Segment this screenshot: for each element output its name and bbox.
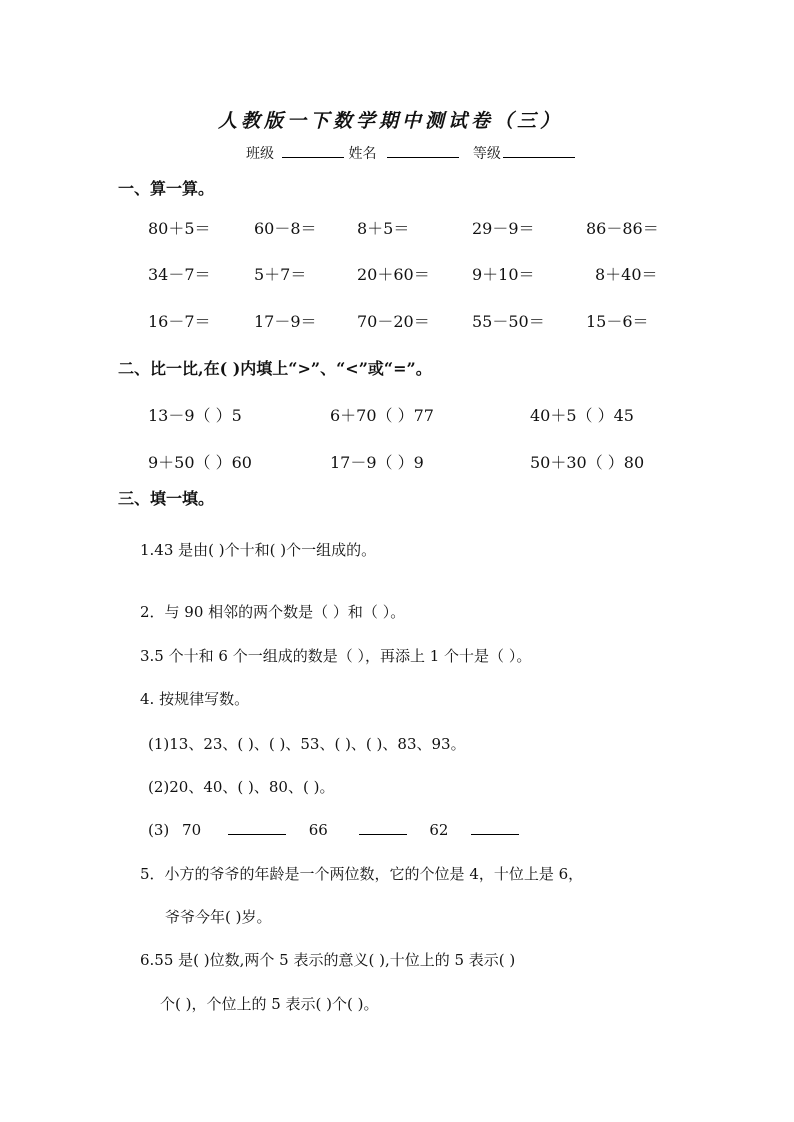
q4-3-number: 62 bbox=[429, 821, 449, 839]
question-4-3 bbox=[148, 820, 519, 839]
q4-3-blank[interactable] bbox=[471, 820, 519, 835]
q4-3-blank[interactable] bbox=[228, 820, 286, 835]
section3-heading: 三、填一填。 bbox=[118, 489, 215, 508]
compare-item: 17－9（ ）9 bbox=[330, 453, 424, 472]
class-label: 班级 bbox=[246, 146, 274, 162]
q4-3-prefix: (3) bbox=[148, 821, 170, 839]
question-4-2: (2)20、40、( )、80、( )。 bbox=[148, 778, 335, 796]
q4-3-blank[interactable] bbox=[359, 820, 407, 835]
question-4-1: (1)13、23、( )、( )、53、( )、( )、83、93。 bbox=[148, 735, 466, 753]
q4-3-number: 66 bbox=[308, 821, 328, 839]
calc-item: 17－9＝ bbox=[254, 312, 317, 331]
calc-item: 34－7＝ bbox=[148, 265, 211, 284]
calc-item: 8＋40＝ bbox=[595, 265, 658, 284]
grade-blank[interactable] bbox=[503, 143, 575, 158]
calc-item: 60－8＝ bbox=[254, 219, 317, 238]
section1-heading: 一、算一算。 bbox=[118, 179, 215, 198]
calc-item: 86－86＝ bbox=[586, 219, 659, 238]
question-5-line2: 爷爷今年( )岁。 bbox=[165, 908, 272, 926]
calc-item: 5＋7＝ bbox=[254, 265, 307, 284]
compare-item: 13－9（ ）5 bbox=[148, 406, 242, 425]
calc-item: 8＋5＝ bbox=[357, 219, 410, 238]
compare-item: 40＋5（ ）45 bbox=[530, 406, 634, 425]
compare-item: 50＋30（ ）80 bbox=[530, 453, 645, 472]
q4-3-number: 70 bbox=[182, 821, 202, 839]
calc-item: 15－6＝ bbox=[586, 312, 649, 331]
compare-item: 6＋70（ ）77 bbox=[330, 406, 434, 425]
calc-item: 80＋5＝ bbox=[148, 219, 211, 238]
name-label: 姓名 bbox=[348, 146, 377, 162]
calc-item: 55－50＝ bbox=[472, 312, 545, 331]
student-info-line bbox=[246, 143, 575, 163]
class-blank[interactable] bbox=[282, 143, 344, 158]
calc-item: 9＋10＝ bbox=[472, 265, 535, 284]
question-3: 3.5 个十和 6 个一组成的数是（ ），再添上 1 个十是（ ）。 bbox=[140, 647, 532, 665]
compare-item: 9＋50（ ）60 bbox=[148, 453, 252, 472]
question-6-line1: 6.55 是( )位数,两个 5 表示的意义( ),十位上的 5 表示( ) bbox=[140, 951, 516, 969]
calc-item: 70－20＝ bbox=[357, 312, 430, 331]
question-5-line1: 5．小方的爷爷的年龄是一个两位数，它的个位是 4，十位上是 6， bbox=[140, 865, 584, 883]
question-6-line2: 个( )，个位上的 5 表示( )个( )。 bbox=[160, 995, 379, 1013]
section2-heading: 二、比一比,在( )内填上“>”、“<”或“=”。 bbox=[118, 359, 432, 378]
grade-label: 等级 bbox=[472, 146, 501, 162]
question-1: 1.43 是由( )个十和( )个一组成的。 bbox=[140, 541, 377, 559]
calc-item: 20＋60＝ bbox=[357, 265, 430, 284]
question-4: 4. 按规律写数。 bbox=[140, 690, 250, 708]
page-title: 人教版一下数学期中测试卷（三） bbox=[218, 110, 564, 132]
question-2: 2．与 90 相邻的两个数是（ ）和（ ）。 bbox=[140, 603, 406, 621]
calc-item: 29－9＝ bbox=[472, 219, 535, 238]
name-blank[interactable] bbox=[387, 143, 459, 158]
calc-item: 16－7＝ bbox=[148, 312, 211, 331]
